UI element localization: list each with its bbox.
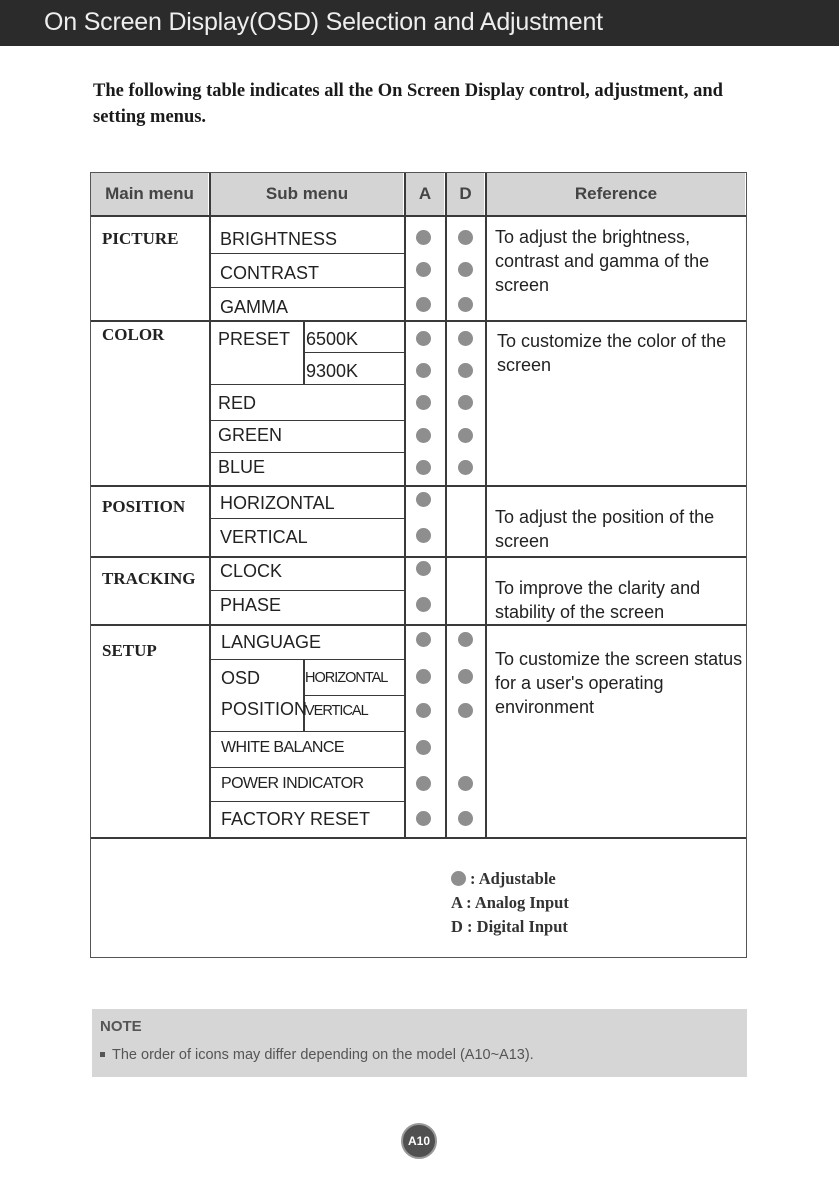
sub-menu-contrast: CONTRAST: [220, 263, 319, 283]
legend-adjustable-label: : Adjustable: [470, 869, 556, 888]
analog-dot: [416, 528, 431, 543]
sub-row-divider: [211, 384, 404, 385]
reference-position: To adjust the position of the screen: [495, 507, 715, 551]
analog-dot: [416, 428, 431, 443]
sub-menu-power-indicator: POWER INDICATOR: [221, 775, 364, 792]
sub-menu-brightness: BRIGHTNESS: [220, 229, 338, 249]
reference-tracking: To improve the clarity and stability of the screen: [495, 578, 701, 622]
page-header-bar: [0, 0, 839, 46]
sub-row-divider: [211, 767, 404, 768]
sub-menu-phase: PHASE: [220, 595, 282, 615]
reference-picture: To adjust the brightness, contrast and gamma of the screen: [495, 227, 710, 295]
note-box: [92, 1009, 747, 1077]
digital-dot: [458, 395, 473, 410]
osd-menu-table: [90, 172, 747, 958]
sub-menu-factory-reset: FACTORY RESET: [221, 809, 371, 829]
digital-dot: [458, 460, 473, 475]
sub-menu-gamma: GAMMA: [220, 297, 289, 317]
sub-menu-language: LANGUAGE: [221, 632, 322, 652]
analog-dot: [416, 669, 431, 684]
sub-menu-osd: OSD: [221, 668, 261, 688]
digital-dot: [458, 669, 473, 684]
header-reference: Reference: [574, 184, 658, 203]
sub-menu-white-balance: WHITE BALANCE: [221, 739, 344, 756]
note-bullet: [100, 1047, 534, 1063]
digital-dot: [458, 776, 473, 791]
analog-dot: [416, 230, 431, 245]
sub-menu-vertical: VERTICAL: [220, 527, 308, 547]
row-divider: [91, 485, 746, 487]
sub-row-divider: [303, 352, 404, 353]
legend-adjustable: [451, 867, 569, 891]
analog-dot: [416, 561, 431, 576]
digital-dot: [458, 811, 473, 826]
main-menu-picture: PICTURE: [102, 229, 179, 248]
row-divider: [91, 837, 746, 839]
col-divider: [404, 173, 406, 837]
analog-dot: [416, 740, 431, 755]
main-menu-position: POSITION: [102, 497, 186, 516]
sub-menu-red: RED: [218, 393, 257, 413]
legend-analog: A : Analog Input: [451, 893, 569, 912]
sub-row-divider: [211, 590, 404, 591]
reference-setup: To customize the screen status for a user's operating environment: [495, 649, 743, 717]
intro-text: The following table indicates all the On Screen Display control, adjustment, and setting menus.: [93, 81, 723, 127]
note-text: The order of icons may differ depending on the model (A10~A13).: [112, 1047, 534, 1063]
sub-menu-green: GREEN: [218, 425, 283, 445]
page-number-badge: A10: [401, 1123, 437, 1159]
sub-row-divider: [303, 695, 404, 696]
digital-dot: [458, 363, 473, 378]
analog-dot: [416, 262, 431, 277]
analog-dot: [416, 776, 431, 791]
sub-row-divider: [211, 659, 404, 660]
analog-dot: [416, 632, 431, 647]
header-analog: A: [418, 184, 432, 203]
row-divider: [91, 320, 746, 322]
sub-menu-preset: PRESET: [218, 329, 291, 349]
note-title: NOTE: [100, 1018, 142, 1035]
sub-menu-6500k: 6500K: [306, 329, 359, 349]
main-menu-setup: SETUP: [102, 641, 157, 660]
digital-dot: [458, 331, 473, 346]
col-divider: [209, 173, 211, 837]
header-digital: D: [459, 184, 472, 203]
sub-menu-clock: CLOCK: [220, 561, 283, 581]
adjustable-dot-icon: [451, 871, 466, 886]
bullet-square-icon: [100, 1052, 105, 1057]
sub-row-divider: [211, 420, 404, 421]
sub-row-divider: [211, 452, 404, 453]
reference-color: To customize the color of the screen: [497, 331, 727, 375]
analog-dot: [416, 331, 431, 346]
digital-dot: [458, 262, 473, 277]
sub-row-divider: [211, 287, 404, 288]
analog-dot: [416, 297, 431, 312]
sub-menu-horizontal: HORIZONTAL: [220, 493, 335, 513]
legend-digital: D : Digital Input: [451, 917, 568, 936]
sub-menu-osd-vertical: VERTICAL: [305, 703, 368, 719]
main-menu-tracking: TRACKING: [102, 569, 196, 588]
main-menu-color: COLOR: [102, 325, 165, 344]
sub-menu-osd-horizontal: HORIZONTAL: [305, 670, 388, 686]
sub-row-divider: [211, 253, 404, 254]
digital-dot: [458, 703, 473, 718]
row-divider: [91, 624, 746, 626]
page-title: On Screen Display(OSD) Selection and Adjustment: [44, 8, 603, 36]
sub-row-divider: [211, 731, 404, 732]
analog-dot: [416, 363, 431, 378]
sub-menu-blue: BLUE: [218, 457, 266, 477]
sub-row-divider: [211, 801, 404, 802]
col-divider: [445, 173, 447, 837]
header-divider: [91, 215, 746, 217]
analog-dot: [416, 703, 431, 718]
analog-dot: [416, 460, 431, 475]
analog-dot: [416, 811, 431, 826]
digital-dot: [458, 632, 473, 647]
sub-menu-osd-position: POSITION: [221, 699, 308, 719]
header-sub-menu: Sub menu: [265, 184, 349, 203]
sub-menu-9300k: 9300K: [306, 361, 359, 381]
analog-dot: [416, 395, 431, 410]
col-divider: [485, 173, 487, 837]
row-divider: [91, 556, 746, 558]
digital-dot: [458, 230, 473, 245]
analog-dot: [416, 492, 431, 507]
header-main-menu: Main menu: [105, 184, 194, 203]
digital-dot: [458, 297, 473, 312]
digital-dot: [458, 428, 473, 443]
legend: [451, 867, 569, 939]
sub-row-divider: [211, 518, 404, 519]
analog-dot: [416, 597, 431, 612]
